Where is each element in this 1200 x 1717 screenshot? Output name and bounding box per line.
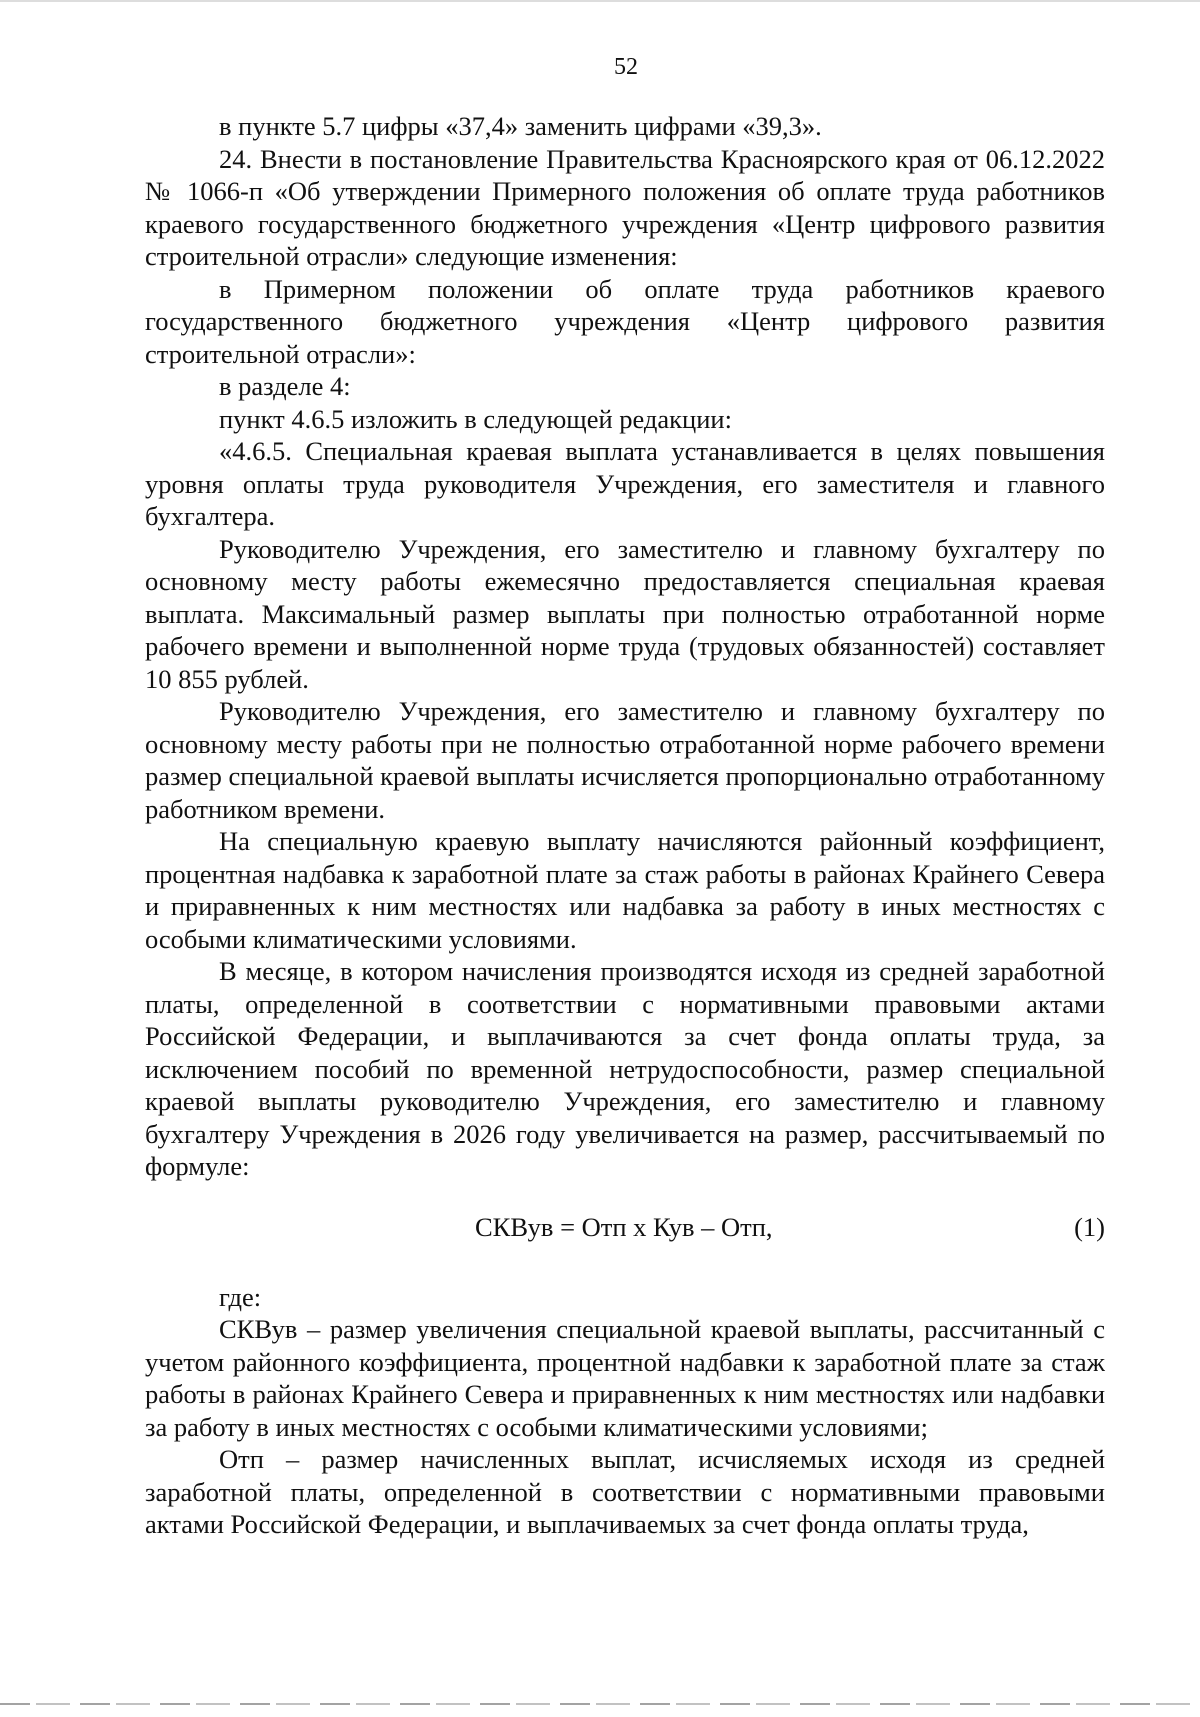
paragraph-1: в пункте 5.7 цифры «37,4» заменить цифрами «39,3». — [219, 111, 822, 141]
page-number: 52 — [614, 54, 638, 80]
paragraph-8: Руководителю Учреждения, его заместителю и главному бухгалтеру по основному месту работы при не полностью отработанной норме рабочего времени размер специальной краевой выплаты исчисляется пропорционально отработанному работником времени. — [145, 696, 1105, 824]
paragraph-7: Руководителю Учреждения, его заместителю и главному бухгалтеру по основному месту работы ежемесячно предоставляется специальная краевая выплата. Максимальный размер выплаты при полностью отработанной норме рабочего времени и выполненной норме труда (трудовых обязанностей) составляет 10 855 рублей. — [145, 533, 1105, 694]
paragraph-2: 24. Внести в постановление Правительства Красноярского края от 06.12.2022 № 1066-п «Об утверждении Примерного положения об оплате труда работников краевого государственного бюджетного учреждения «Центр цифрового развития строительной отрасли» следующие изменения: — [145, 143, 1105, 271]
formula-number: (1) — [1074, 1211, 1105, 1242]
paragraph-9: На специальную краевую выплату начисляются районный коэффициент, процентная надбавка к заработной плате за стаж работы в районах Крайнего Севера и приравненных к ним местностях или надбавка за работу в иных местностях с особыми климатическими условиями. — [145, 826, 1105, 954]
top-scan-edge — [0, 0, 1200, 2]
definition-otp: Отп – размер начисленных выплат, исчисляемых исходя из средней заработной платы, определенной в соответствии с нормативными правовыми актами Российской Федерации, и выплачиваемых за счет фонда оплаты труда, — [145, 1444, 1105, 1539]
definition-skvuv: СКВув – размер увеличения специальной краевой выплаты, рассчитанный с учетом районного коэффициента, процентной надбавки к заработной плате за стаж работы в районах Крайнего Севера и приравненных к ним местностях или надбавки за работу в иных местностях с особыми климатическими условиями; — [145, 1314, 1105, 1442]
paragraph-3: в Примерном положении об оплате труда работников краевого государственного бюджетного учреждения «Центр цифрового развития строительной отрасли»: — [145, 273, 1105, 369]
paragraph-6: «4.6.5. Специальная краевая выплата устанавливается в целях повышения уровня оплаты труда руководителя Учреждения, его заместителя и главного бухгалтера. — [145, 436, 1105, 531]
paragraph-10: В месяце, в котором начисления производятся исходя из средней заработной платы, определенной в соответствии с нормативными правовыми актами Российской Федерации, и выплачиваются за счет фонда оплаты труда, за исключением пособий по временной нетрудоспособности, размер специальной краевой выплаты руководителю Учреждения, его заместителю и главному бухгалтеру Учреждения в 2026 году увеличивается на размер, рассчитываемый по формуле: — [145, 956, 1105, 1181]
formula-row — [145, 1211, 1105, 1251]
paragraph-5: пункт 4.6.5 изложить в следующей редакции: — [219, 403, 732, 434]
where-label: где: — [219, 1281, 262, 1312]
paragraph-4: в разделе 4: — [219, 371, 351, 401]
bottom-scan-edge — [0, 1703, 1200, 1705]
document-body — [145, 110, 1105, 1541]
formula: СКВув = Отп х Кув – Отп, — [475, 1211, 773, 1242]
